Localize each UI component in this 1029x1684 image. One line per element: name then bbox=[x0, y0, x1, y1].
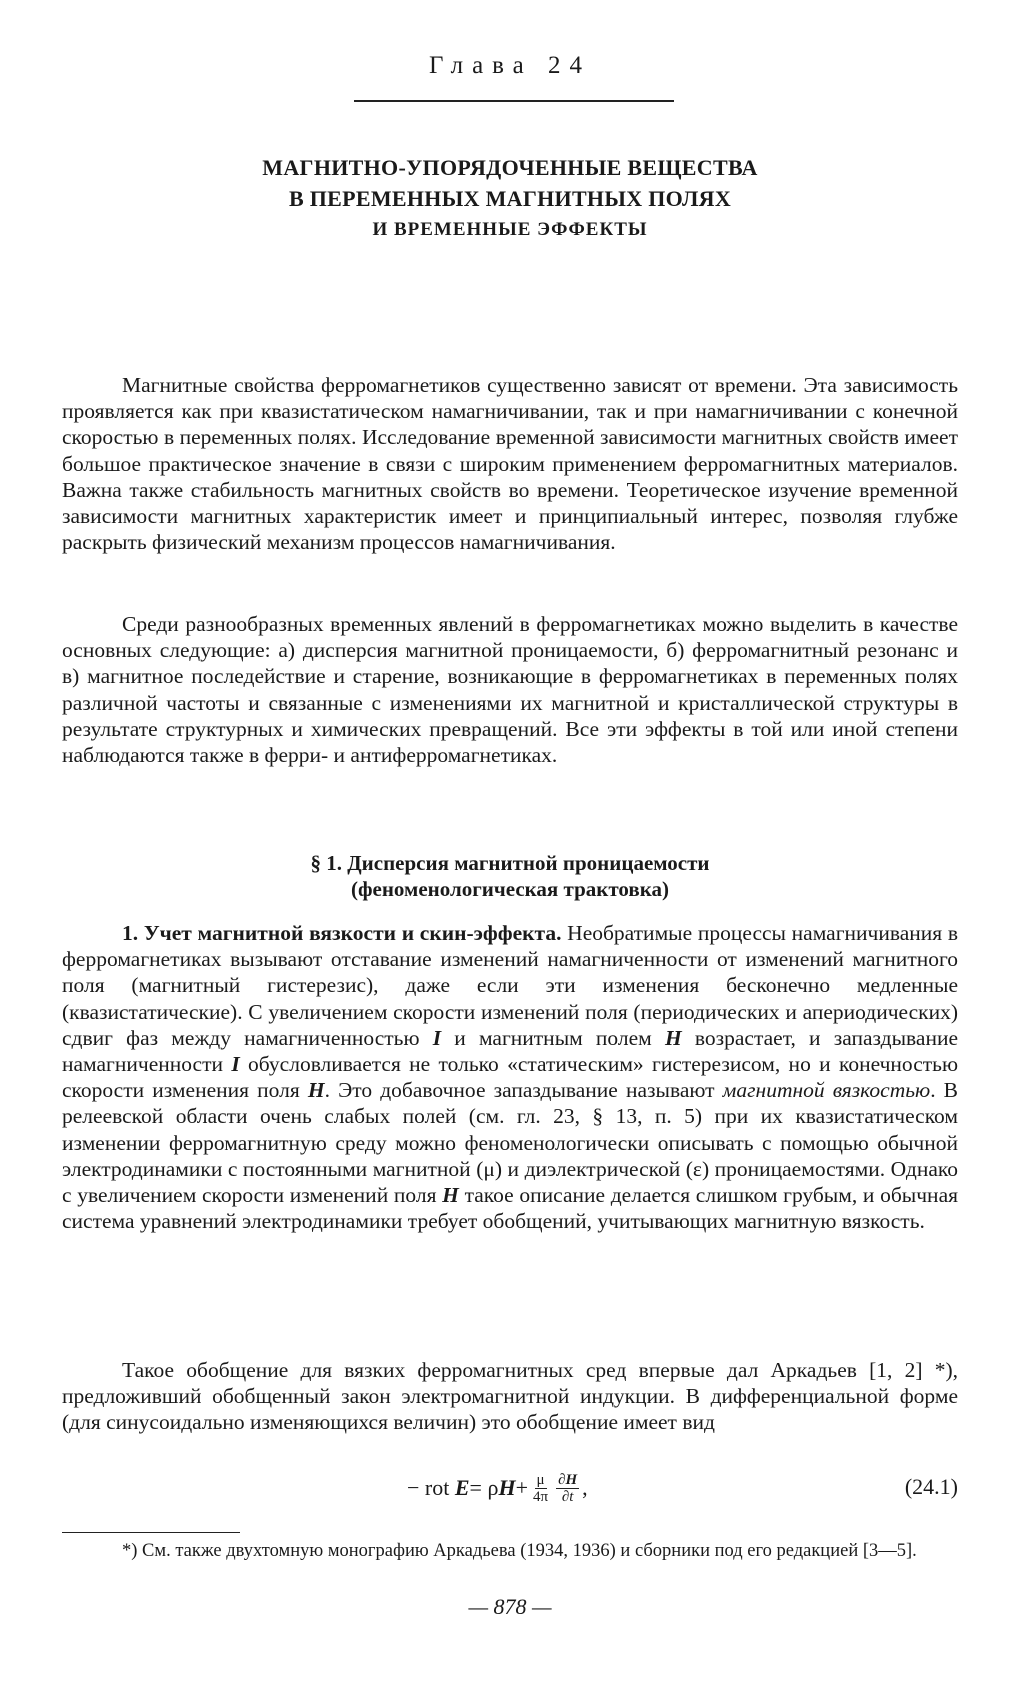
text-run: . В релеевской области очень слабых полей (см. гл. 23, § 13, п. 5) при их квазистатическом изменении ферромагнитную среду можно феноменологически описывать с помощью обычной электродинамики с постоянными магнитной (μ) и диэлектрической (ε) проницаемостями. Однако с увеличением скорости изменений поля bbox=[62, 1078, 959, 1208]
subsection-paragraph-1 bbox=[62, 920, 958, 1234]
fraction-denominator: ∂t bbox=[561, 1488, 574, 1505]
fraction-numerator: ∂H bbox=[558, 1471, 578, 1488]
chapter-title bbox=[62, 152, 958, 245]
text-run: возрастает, и запаздывание намагниченности bbox=[62, 1025, 959, 1077]
page-number: — 878 — bbox=[468, 1594, 552, 1619]
fraction-denominator: 4π bbox=[532, 1488, 549, 1505]
fraction-dH-dt bbox=[556, 1472, 579, 1505]
footnote-rule bbox=[62, 1532, 240, 1533]
equation-formula bbox=[407, 1468, 588, 1508]
equation-number: (24.1) bbox=[904, 1474, 958, 1499]
intro-paragraph-2: Среди разнообразных временных явлений в ферромагнетиках можно выделить в качестве основных следующие: а) дисперсия магнитной проницаемости, б) ферромагнитный резонанс и в) магнитное последействие и старение, возникающие в ферромагнетиках в переменных полях различной частоты и связанные с изменениями их магнитной и кристаллической структуры в результате структурных и химических превращений. Все эти эффекты в той или иной степени наблюдаются также в ферри- и антиферромагнетиках. bbox=[62, 612, 958, 768]
symbol-field: H bbox=[498, 1475, 516, 1500]
subsection-paragraph-2: Такое обобщение для вязких ферромагнитных сред впервые дал Аркадьев [1, 2] *), предложивший обобщенный закон электромагнитной индукции. В дифференциальной форме (для синусоидально изменяющихся величин) это обобщение имеет вид bbox=[62, 1358, 958, 1435]
equation-24-1 bbox=[62, 1468, 958, 1508]
fraction-mu-over-4pi bbox=[531, 1472, 550, 1505]
intro-paragraph-1: Магнитные свойства ферромагнетиков существенно зависят от времени. Эта зависимость проявляется как при квазистатическом намагничивании, так и при намагничивании с конечной скоростью в переменных полях. Исследование временной зависимости магнитных свойств имеет большое практическое значение в связи с широким применением ферромагнитных материалов. Важна также стабильность магнитных свойств во времени. Теоретическое изучение временной зависимости магнитных характеристик имеет и принципиальный интерес, позволяя глубже раскрыть физический механизм процессов намагничивания. bbox=[62, 373, 958, 555]
book-page bbox=[62, 0, 958, 1684]
text-run: обусловливается не только «статическим» гистерезисом, но и конечностью скорости изменения поля bbox=[62, 1052, 959, 1103]
section-heading bbox=[62, 850, 958, 902]
chapter-title-line-3: И ВРЕМЕННЫЕ ЭФФЕКТЫ bbox=[372, 219, 648, 240]
section-heading-line-2: (феноменологическая трактовка) bbox=[350, 877, 670, 901]
chapter-title-line-1: МАГНИТНО-УПОРЯДОЧЕННЫЕ ВЕЩЕСТВА bbox=[262, 155, 758, 180]
text-run: Необратимые процессы намагничивания в ферромагнетиках вызывают отставание изменений намагниченности от изменений магнитного поля (магнитный гистерезис), даже если эти изменения бесконечно медленные (квазистатические). С увеличением скорости изменений поля (периодических и апериодических) сдвиг фаз между намагниченностью bbox=[62, 921, 959, 1050]
chapter-label: Глава 24 bbox=[429, 52, 591, 79]
section-heading-line-1: § 1. Дисперсия магнитной проницаемости bbox=[310, 851, 710, 875]
chapter-title-line-2: В ПЕРЕМЕННЫХ МАГНИТНЫХ ПОЛЯХ bbox=[288, 186, 732, 211]
chapter-rule bbox=[354, 100, 674, 102]
eq-equals: = ρ bbox=[469, 1475, 499, 1500]
text-run: и магнитным полем bbox=[454, 1025, 652, 1050]
eq-plus: + bbox=[515, 1475, 528, 1500]
subsection-lead: 1. Учет магнитной вязкости и скин-эффекта. bbox=[122, 921, 562, 945]
eq-lhs: − rot bbox=[407, 1475, 450, 1500]
symbol-field: H bbox=[442, 1183, 459, 1208]
text-run: . Это добавочное запаздывание называют bbox=[324, 1078, 715, 1103]
footnote: *) См. также двухтомную монографию Аркадьева (1934, 1936) и сборники под его редакцией [3—5]. bbox=[122, 1541, 917, 1561]
symbol-field: H bbox=[307, 1078, 325, 1103]
term-magnetic-viscosity: магнитной вязкостью bbox=[722, 1078, 931, 1103]
symbol-magnetization: I bbox=[231, 1052, 240, 1077]
eq-comma: , bbox=[582, 1475, 588, 1500]
symbol-magnetization: I bbox=[432, 1025, 442, 1050]
symbol-electric-field: E bbox=[454, 1475, 470, 1500]
fraction-numerator: μ bbox=[536, 1471, 545, 1488]
text-run: такое описание делается слишком грубым, и обычная система уравнений электродинамики требует обобщений, учитывающих магнитную вязкость. bbox=[62, 1183, 958, 1234]
symbol-field: H bbox=[664, 1025, 682, 1050]
